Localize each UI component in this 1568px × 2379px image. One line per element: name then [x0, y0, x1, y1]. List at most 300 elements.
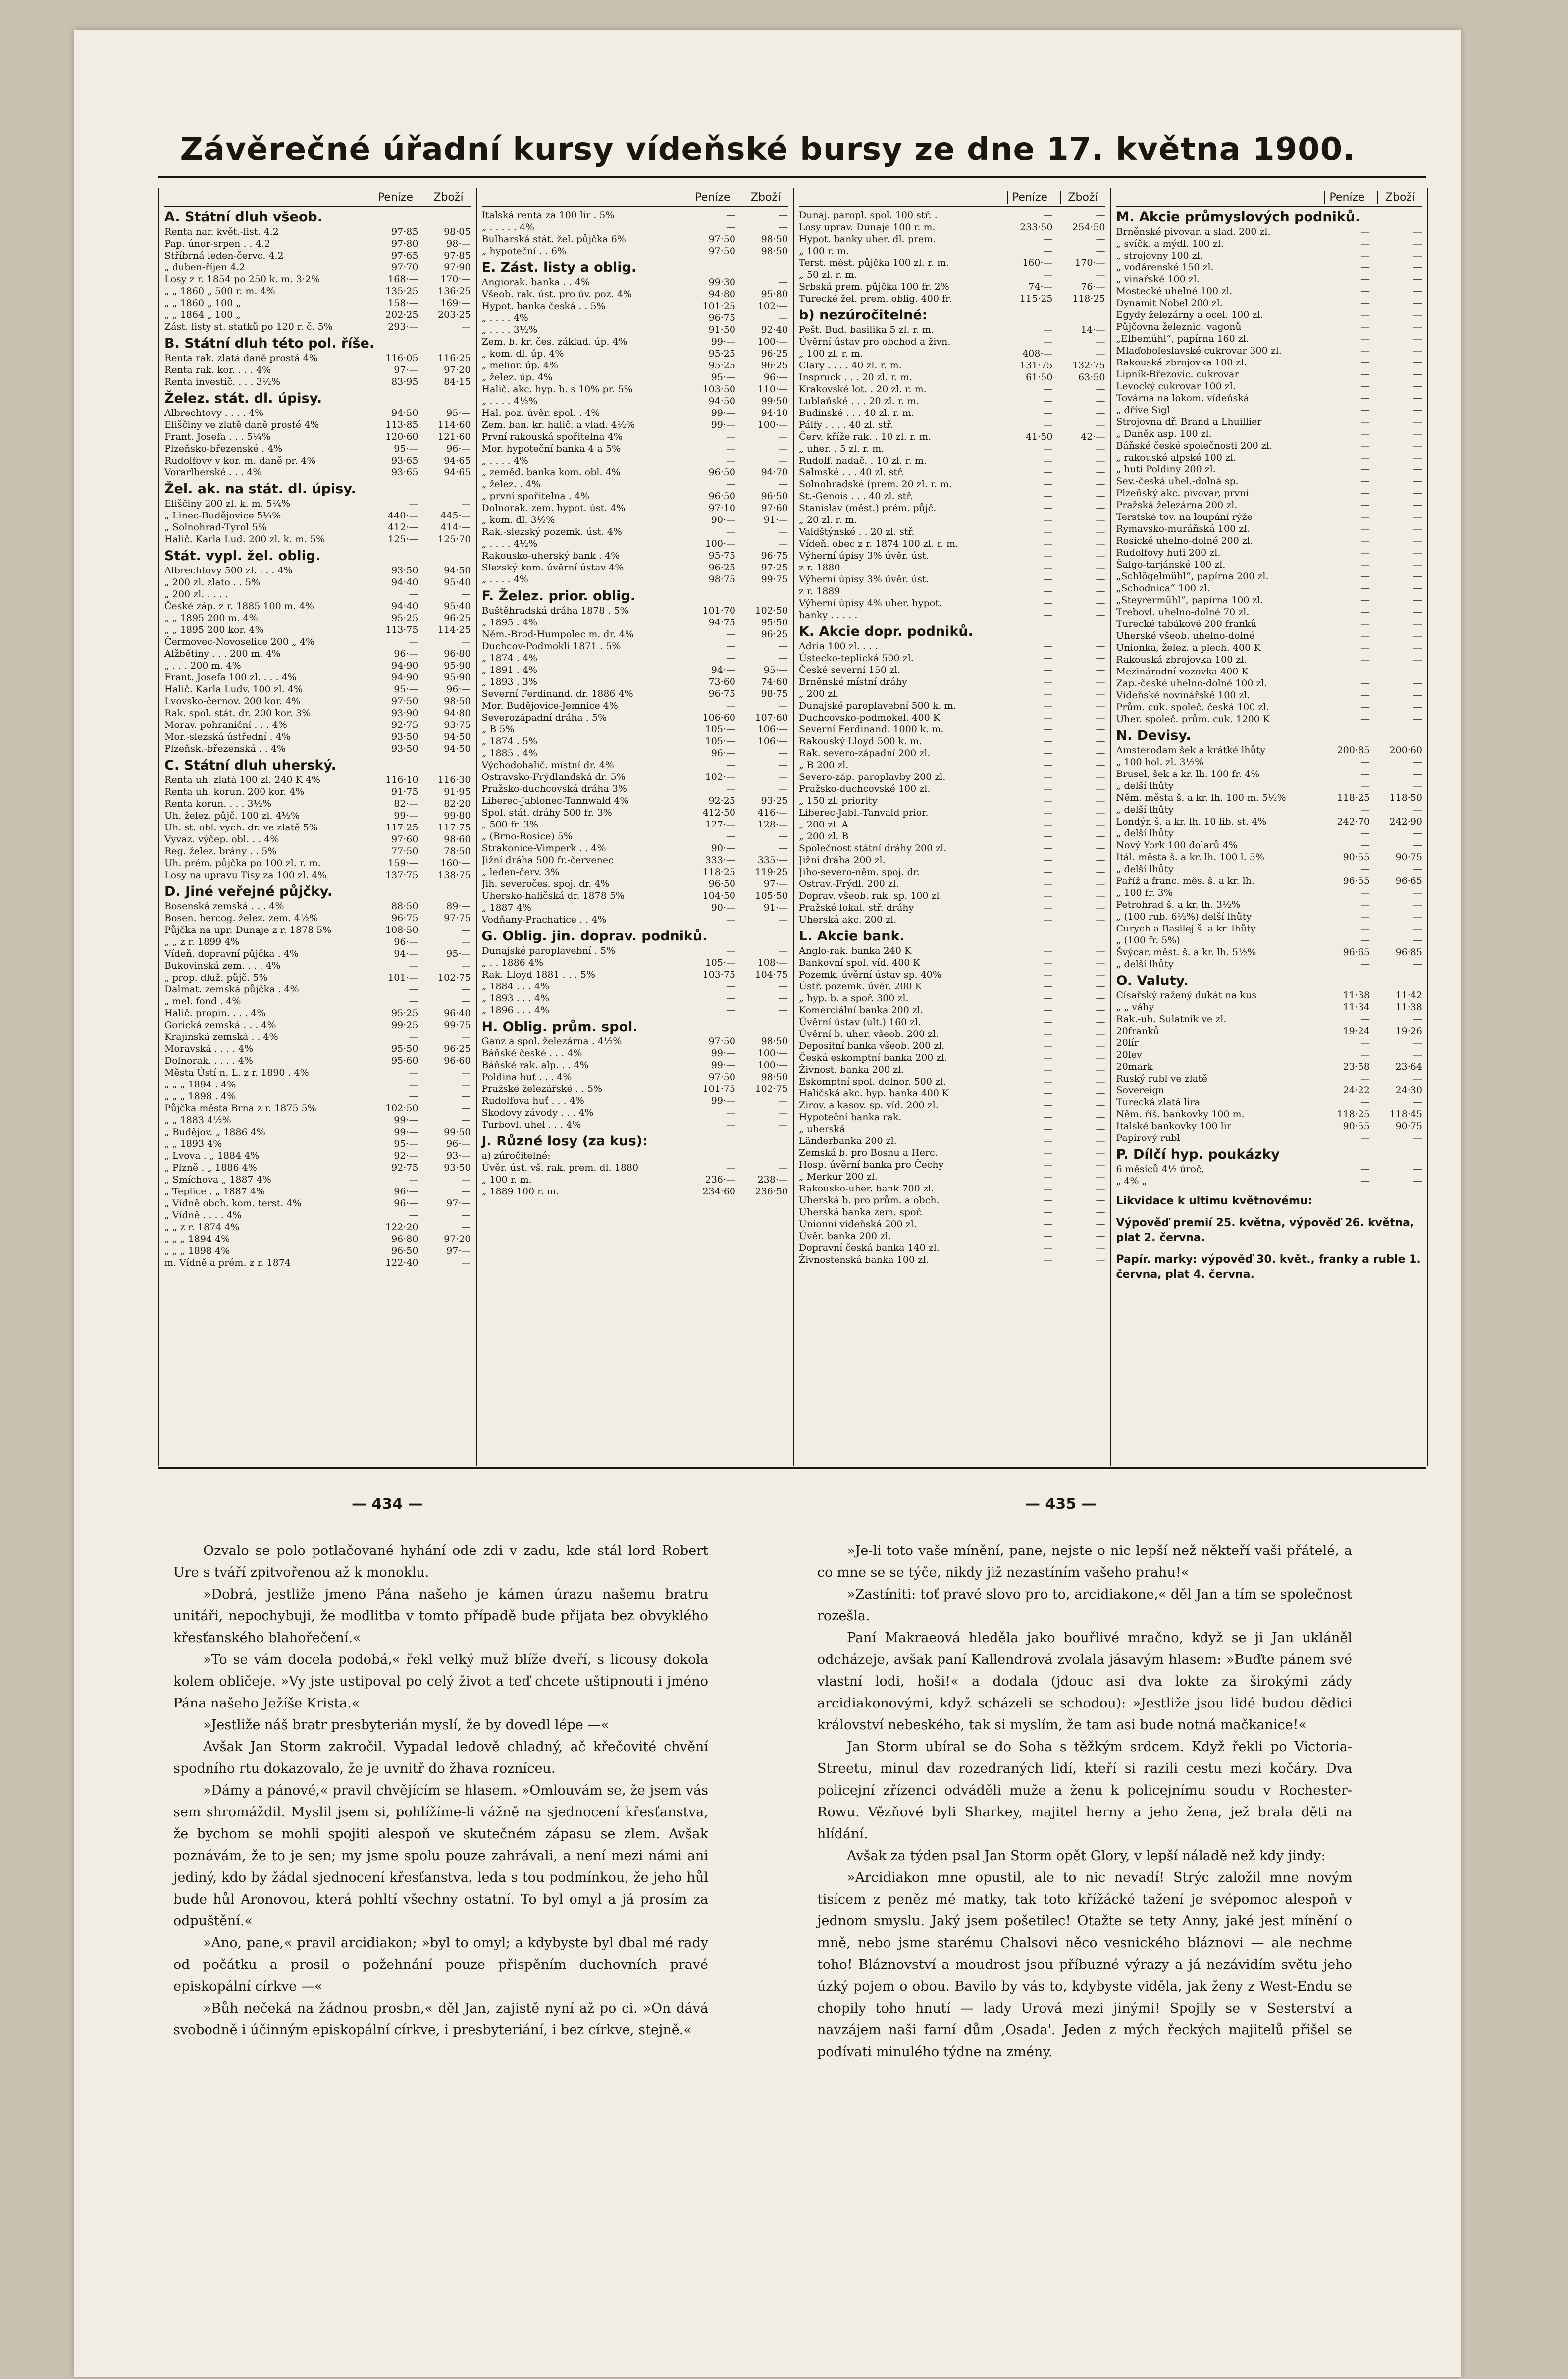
sell-price: — [1413, 923, 1422, 934]
section-heading: P. Dílčí hyp. poukázky [1116, 1147, 1280, 1162]
buy-price: — [1043, 1124, 1053, 1135]
buy-price: — [726, 1005, 735, 1016]
buy-price: 95·60 [391, 1055, 418, 1066]
buy-price: 96·50 [391, 1245, 418, 1256]
sell-price: 100·— [757, 419, 788, 430]
sell-price: 99·75 [761, 574, 788, 585]
sell-price: — [1096, 1124, 1105, 1135]
buy-price: — [1360, 923, 1370, 934]
quote-row [1116, 804, 1423, 816]
quote-row [482, 348, 788, 360]
security-name: Uh. prém. půjčka po 100 zl. r. m. [164, 858, 321, 869]
security-name: Eliščiny 200 zl. k. m. 5¼% [164, 498, 291, 509]
security-name: Plzeňsko-březenské . 4% [164, 443, 283, 454]
security-name: Renta uh. zlatá 100 zl. 240 K 4% [164, 775, 320, 785]
sell-price: — [1096, 1171, 1105, 1182]
security-name: Mor.-slezská ústřední . 4% [164, 731, 291, 742]
sell-price: — [1413, 595, 1422, 606]
sell-price: — [461, 1032, 471, 1042]
sell-price: — [1413, 607, 1422, 618]
quote-row [164, 352, 471, 364]
sell-price: — [1413, 523, 1422, 534]
quote-row [799, 664, 1105, 676]
security-name: „ . . . . 4% [481, 574, 528, 585]
security-name: České záp. z r. 1885 100 m. 4% [164, 601, 314, 612]
section-heading: Stát. vypl. žel. oblig. [164, 548, 321, 564]
security-name: Čermovec-Novoselice 200 „ 4% [164, 636, 314, 647]
buy-price: 90·55 [1343, 1121, 1370, 1132]
buy-price: — [1360, 500, 1370, 511]
buy-price: 19·24 [1343, 1026, 1370, 1036]
sell-price: — [1096, 748, 1105, 759]
sell-price: — [1096, 855, 1105, 866]
security-name: „ uherská [799, 1124, 845, 1135]
security-name: Duchcovsko-podmokel. 400 K [799, 712, 940, 723]
sell-price: 91·95 [444, 786, 471, 797]
quote-row [164, 466, 471, 478]
security-name: Paříž a franc. měs. š. a kr. lh. [1116, 876, 1254, 886]
sell-price: — [1096, 515, 1105, 525]
quote-row [164, 1209, 471, 1221]
buy-price: — [726, 479, 735, 490]
quote-row [1116, 1013, 1423, 1025]
buy-price: — [1043, 981, 1053, 992]
sell-price: 91·— [763, 902, 788, 913]
buy-price: 95·75 [708, 550, 735, 561]
buy-price: 200·85 [1337, 745, 1370, 756]
quote-row [482, 431, 788, 443]
quote-row [1116, 404, 1423, 416]
sell-price: — [779, 277, 788, 288]
sell-price: — [1413, 345, 1422, 356]
buy-price: 94·90 [391, 660, 418, 671]
buy-price: 95·— [394, 443, 418, 454]
quote-row [482, 490, 788, 502]
quote-row [482, 700, 788, 712]
sell-price: 97·20 [444, 364, 471, 375]
buy-price: 95·— [711, 372, 735, 383]
sell-price: — [461, 1079, 471, 1090]
security-name: „ 200 zl. B [799, 831, 849, 842]
buy-price: — [1043, 772, 1053, 782]
quote-row [482, 455, 788, 466]
security-name: Hypoteční banka rak. [799, 1112, 902, 1123]
sell-price: 24·30 [1395, 1085, 1422, 1096]
security-name: „ želez. . 4% [481, 479, 541, 490]
buy-price: — [1043, 396, 1053, 407]
security-name: Dolnorak. . . . . 4% [164, 1055, 253, 1066]
buy-price: — [1360, 250, 1370, 261]
security-name: Něm. říš. bankovky 100 m. [1116, 1109, 1245, 1120]
buy-price: — [1043, 653, 1053, 664]
section-heading: b) nezúročitelné: [799, 308, 928, 323]
sell-price: — [1096, 700, 1105, 711]
security-name: České severní 150 zl. [799, 665, 901, 675]
quote-row [799, 969, 1105, 981]
quote-row [164, 798, 471, 810]
security-name: „ uher. . 5 zl. r. m. [799, 443, 885, 454]
buy-price: 94·90 [391, 672, 418, 683]
buy-price: — [1360, 440, 1370, 451]
quote-row [482, 712, 788, 724]
security-name: „ „ „ 1894 4% [164, 1234, 230, 1244]
quote-row [799, 609, 1105, 621]
security-name: „ Solnohrad-Tyrol 5% [164, 522, 267, 533]
security-name: Dopravní česká banka 140 zl. [799, 1242, 940, 1253]
security-name: Hosp. úvěrní banka pro Čechy [799, 1159, 944, 1170]
security-name: Morav. pohraniční . . . 4% [164, 720, 287, 730]
quote-row [164, 1067, 471, 1079]
quote-row [164, 443, 471, 455]
buy-price: — [1043, 336, 1053, 347]
page-title: Závěrečné úřadní kursy vídeňské bursy ze dne 17. května 1900. [180, 131, 1356, 168]
buy-price: 94·— [394, 948, 418, 959]
security-name: Eliščiny ve zlatě daně prosté 4% [164, 419, 319, 430]
security-name: Jižní dráha 500 fr.-červenec [481, 855, 614, 866]
security-name: „ „ 1895 200 m. 4% [164, 613, 258, 623]
security-name: Unionní vídeňská 200 zl. [799, 1219, 917, 1230]
quote-row [1116, 1163, 1423, 1175]
buy-price: — [1043, 902, 1053, 913]
quote-row [799, 419, 1105, 431]
buy-price: — [1043, 1195, 1053, 1206]
security-name: „ 200 zl. [799, 688, 839, 699]
quote-row [799, 1087, 1105, 1099]
sell-price: — [1413, 310, 1422, 320]
quote-row [1116, 618, 1423, 630]
quote-row [799, 945, 1105, 957]
sell-price: 118·25 [1072, 293, 1105, 304]
sell-price: — [1096, 1219, 1105, 1230]
buy-price: 440·— [388, 510, 418, 521]
security-name: Frant. Josefa 100 zl. . . . 4% [164, 672, 297, 683]
security-name: Jih. severočes. spoj. dr. 4% [481, 879, 610, 889]
quote-row [482, 538, 788, 550]
security-name: Dynamit Nobel 200 zl. [1116, 298, 1223, 309]
quote-row [482, 830, 788, 842]
buy-price: — [1360, 959, 1370, 970]
buy-price: — [1043, 843, 1053, 854]
sell-price: — [1413, 512, 1422, 522]
quote-row [164, 960, 471, 972]
buy-price: — [1043, 1076, 1053, 1087]
sell-price: — [1096, 665, 1105, 675]
story-paragraph: »Arcidiakon mne opustil, ale to nic nevadí! Strýc založil mne novým tisícem z peněz mé matky, tak toto křížácké tažení je svépomoc alespoň v jednom smyslu. Jaký jsem pošetilec! Otažte se tety Anny, jaké jest mínění o mně, nebo jsme starému Chalsovi něco vesnického bláznovi — ale nechme toho! Bláznovství a moudrost jsou příbuzné výrazy a já nezávidím světu jeho úzký pojem o obou. Bavilo by vás to, kdybyste viděla, jak ženy z West-Endu se chopily toho hnutí — lady Urová mezi jinými! Spojily se v Sesterství a navzájem naši farní dům ,Osada'. Jeden z mých řeckých majitelů přišel se podívati minulého týdne na zmény. [817, 1870, 1352, 2060]
buy-price: — [1043, 807, 1053, 818]
security-name: Solnohradské (prem. 20 zl. r. m. [799, 479, 952, 490]
buy-price: — [1043, 688, 1053, 699]
quote-row [164, 510, 471, 521]
buy-price: — [1360, 547, 1370, 558]
buy-price: — [1043, 455, 1053, 466]
sell-price: 98·50 [761, 1036, 788, 1047]
buy-price: 103·50 [702, 384, 735, 395]
quote-row [1116, 934, 1423, 946]
quote-row [482, 992, 788, 1004]
sell-price: — [1096, 1207, 1105, 1218]
sell-price: 97·75 [444, 913, 471, 924]
security-name: z r. 1880 [799, 562, 840, 573]
security-name: „ delší lhůty [1116, 828, 1174, 839]
quote-row [482, 688, 788, 700]
sell-price: 238·— [757, 1174, 788, 1185]
security-name: Severní Ferdinand. dr. 1886 4% [481, 688, 633, 699]
market-column [793, 188, 1110, 1466]
buy-price: 101·— [388, 972, 418, 983]
sell-price: — [1096, 419, 1105, 430]
quote-row [799, 1123, 1105, 1135]
buy-price: — [409, 1079, 418, 1090]
section-heading: M. Akcie průmyslových podniků. [1116, 209, 1360, 225]
sell-price: — [461, 1222, 471, 1233]
sell-price: — [461, 498, 471, 509]
quote-row [164, 1174, 471, 1186]
buy-price: 234·60 [702, 1186, 735, 1197]
sell-price: 114·25 [438, 624, 471, 635]
sell-price: — [1413, 286, 1422, 297]
quote-row [482, 1162, 788, 1174]
sell-price: — [779, 1162, 788, 1173]
security-name: Rakousko-uher. bank 700 zl. [799, 1183, 934, 1194]
quote-row [482, 1107, 788, 1119]
buy-price: 97·70 [391, 262, 418, 273]
sell-price: — [1413, 935, 1422, 946]
quote-row [482, 245, 788, 257]
security-name: „ rakouské alpské 100 zl. [1116, 452, 1237, 463]
sell-price: — [1096, 455, 1105, 466]
quote-row [164, 1031, 471, 1043]
security-name: Zem. ban. kr. halič. a vlad. 4½% [481, 419, 635, 430]
quote-row [482, 360, 788, 371]
sell-price: — [1096, 1254, 1105, 1265]
quote-row [1116, 899, 1423, 911]
quote-row [164, 786, 471, 798]
buy-price: — [1043, 515, 1053, 525]
security-name: Továrna na lokom. vídeňská [1116, 393, 1250, 404]
security-name: Úvěrní ústav pro obchod a živn. [799, 336, 951, 347]
newspaper-sheet [74, 30, 1461, 2377]
security-name: „ huti Poldiny 200 zl. [1116, 464, 1216, 475]
quote-row [164, 309, 471, 321]
buy-price: 96·— [394, 936, 418, 947]
sell-price: — [1096, 1052, 1105, 1063]
quote-row [799, 676, 1105, 688]
sell-price: 94·50 [444, 731, 471, 742]
quote-row [799, 1254, 1105, 1266]
security-name: Mostecké uhelné 100 zl. [1116, 286, 1233, 297]
buy-price: 125·— [388, 534, 418, 545]
buy-price: 96·75 [391, 913, 418, 924]
sell-price: 170·— [1075, 258, 1105, 268]
buy-price: — [1360, 571, 1370, 582]
sell-price: — [1413, 690, 1422, 701]
quote-row [164, 624, 471, 636]
security-name: Rakouský Lloyd 500 k. m. [799, 736, 922, 747]
security-name: Liberec-Jabl.-Tanvald prior. [799, 807, 929, 818]
quote-row [164, 743, 471, 755]
buy-price: — [1043, 712, 1053, 723]
security-name: „ . . . 200 m. 4% [164, 660, 241, 671]
quote-row [1116, 768, 1423, 780]
buy-price: — [1043, 443, 1053, 454]
sell-price: — [1413, 226, 1422, 237]
sell-price: 118·45 [1389, 1109, 1422, 1120]
sell-price: — [1413, 828, 1422, 839]
sell-price: — [1096, 1100, 1105, 1111]
quote-row [482, 771, 788, 783]
buy-price: — [1360, 262, 1370, 273]
quote-row [1116, 297, 1423, 309]
sell-price: 98·05 [444, 226, 471, 237]
quote-row [164, 407, 471, 419]
buy-price: — [1360, 714, 1370, 724]
security-name: Rudolfovy huti 200 zl. [1116, 547, 1221, 558]
market-column [1110, 188, 1428, 1466]
quote-row [482, 842, 788, 854]
sell-price: 254·50 [1072, 222, 1105, 233]
quote-row [164, 774, 471, 786]
buy-price: — [1043, 574, 1053, 585]
quote-row [1116, 816, 1423, 827]
buy-price: — [1360, 488, 1370, 499]
quote-row [164, 822, 471, 833]
buy-price: 97·50 [708, 1036, 735, 1047]
quote-row [1116, 606, 1423, 618]
security-name: „ B 5% [481, 724, 515, 735]
security-name: „ Smíchova „ 1887 4% [164, 1174, 271, 1185]
buy-price: — [1360, 321, 1370, 332]
quote-row [482, 969, 788, 981]
security-name: „ . . . . 4% [481, 312, 528, 323]
story-paragraph: Avšak za týden psal Jan Storm opět Glory, v lepší náladě než kdy jindy: [847, 1848, 1326, 1863]
sell-price: — [1096, 993, 1105, 1004]
sell-price: — [779, 783, 788, 794]
sell-price: — [1096, 443, 1105, 454]
buy-price: — [1043, 914, 1053, 925]
sell-price: — [1413, 262, 1422, 273]
buy-price: — [726, 831, 735, 842]
buy-price: — [1043, 1147, 1053, 1158]
security-name: Bulharská stát. žel. půjčka 6% [481, 234, 626, 245]
security-name: „ 200 zl. A [799, 819, 849, 830]
quote-row [164, 565, 471, 576]
security-name: „ „ 1860 „ 500 r. m. 4% [164, 286, 275, 297]
security-name: Pálfy . . . . 40 zl. stř. [799, 419, 893, 430]
sell-price: — [1413, 547, 1422, 558]
buy-price: — [1360, 298, 1370, 309]
security-name: Ústř. pozemk. úvěr. 200 K [799, 981, 922, 992]
quote-row [799, 914, 1105, 926]
sell-price: — [461, 1115, 471, 1126]
sell-price: — [461, 321, 471, 332]
sell-price: 97·60 [761, 503, 788, 514]
quote-row [482, 783, 788, 795]
buy-price: 99·25 [391, 1020, 418, 1031]
buy-price: 23·58 [1343, 1061, 1370, 1072]
sell-price [743, 1150, 788, 1162]
sell-price: 110·— [757, 384, 788, 395]
buy-price: — [1043, 1242, 1053, 1253]
sell-price: — [1096, 712, 1105, 723]
sell-price: — [1096, 269, 1105, 280]
security-name: Všeob. rak. úst. pro úv. poz. 4% [481, 289, 632, 300]
quote-row [164, 1257, 471, 1269]
security-name: „ Merkur 200 zl. [799, 1171, 878, 1182]
quote-row [164, 845, 471, 857]
security-name: Terst. měst. půjčka 100 zl. r. m. [799, 258, 949, 268]
buy-price: 95·25 [391, 1008, 418, 1019]
security-name: „ želez. úp. 4% [481, 372, 553, 383]
security-name: „ Teplice . „ 1887 4% [164, 1186, 265, 1197]
sell-price: — [1096, 598, 1105, 609]
column-header [1116, 191, 1423, 207]
security-name: Stříbrná leden-červc. 4.2 [164, 250, 284, 261]
security-name: „ 1895 . 4% [481, 617, 537, 628]
quote-row [799, 245, 1105, 257]
quote-row [164, 364, 471, 376]
buy-price: — [1360, 654, 1370, 665]
security-name: Rymavsko-muráňská 100 zl. [1116, 523, 1250, 534]
buy-price: — [1360, 935, 1370, 946]
quote-row [164, 707, 471, 719]
sell-price: — [1413, 642, 1422, 653]
column-header-buy: Peníze [690, 191, 735, 204]
security-name: Dunaj. paropl. spol. 100 stř. . [799, 210, 938, 221]
buy-price: — [726, 210, 735, 221]
security-name: „ strojovny 100 zl. [1116, 250, 1203, 261]
quote-row [482, 890, 788, 902]
security-name: Něm.-Brod-Humpolec m. dr. 4% [481, 629, 634, 640]
buy-price: — [1360, 1049, 1370, 1060]
security-name: Adria 100 zl. . . . [799, 641, 878, 652]
quote-row [799, 336, 1105, 348]
buy-price: 77·50 [391, 846, 418, 857]
security-name: Výherní úpisy 3% úvěr. úst. [799, 550, 929, 561]
sell-price: — [779, 222, 788, 233]
quote-row [164, 1043, 471, 1055]
quote-row [799, 1206, 1105, 1218]
quote-row [799, 1111, 1105, 1123]
story-paragraph: Ozvalo se polo potlačované hyhání ode zdi v zadu, kde stál lord Robert Ure s tváří zpitvořenou až k monoklu. [173, 1543, 708, 1580]
buy-price: 113·85 [385, 419, 418, 430]
quote-row [482, 628, 788, 640]
buy-price: 158·— [388, 298, 418, 309]
buy-price: — [726, 1119, 735, 1130]
quote-row [164, 612, 471, 624]
buy-price: — [726, 914, 735, 925]
buy-price: 105·— [705, 736, 735, 747]
column-header-buy: Peníze [1324, 191, 1369, 204]
quote-row [1116, 839, 1423, 851]
quote-row [1116, 1061, 1423, 1073]
quote-row [482, 957, 788, 969]
buy-price: 113·75 [385, 624, 418, 635]
buy-price: 236·— [705, 1174, 735, 1185]
buy-price: 93·50 [391, 731, 418, 742]
security-name: Rak. Lloyd 1881 . . . 5% [481, 969, 596, 980]
story-paragraph: Paní Makraeová hleděla jako bouřlivé mračno, když se ji Jan ukláněl odcházeje, avšak paní Kallendrová zvolala jásavým hlasem: »Buďte pánem své vlastní lodi, hoši!« a dodala (jdouc asi dva lokte za širokými zády arcidiakonovými, když scházeli se schodou): »Jestliže jsou lidé budou dědici království nebeského, tak si myslím, že tam asi bude notná mačkanice!« [817, 1630, 1352, 1733]
security-name: „ dříve Sigl [1116, 405, 1170, 415]
security-name: Vídeň. dopravní půjčka . 4% [164, 948, 299, 959]
security-name: „ 50 zl. r. m. [799, 269, 857, 280]
security-name: „ (Brno-Rosice) 5% [481, 831, 573, 842]
sell-price: — [1096, 1112, 1105, 1123]
sell-price: — [1413, 714, 1422, 724]
sell-price: — [779, 526, 788, 537]
security-name: Lipník-Březovic. cukrovar [1116, 369, 1239, 380]
buy-price: 91·50 [708, 324, 735, 335]
security-name: Zemská b. pro Bosnu a Herc. [799, 1147, 938, 1158]
